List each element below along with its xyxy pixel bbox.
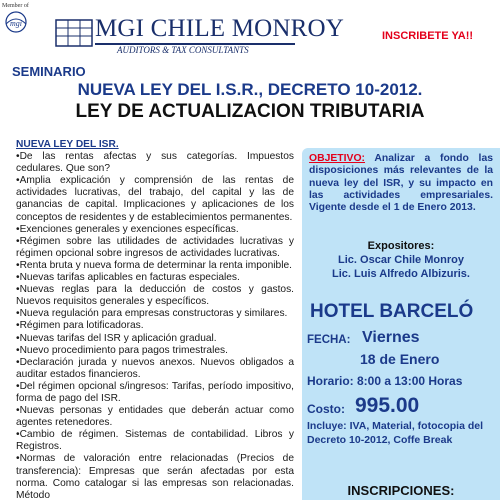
mgi-logo-mark bbox=[55, 18, 93, 48]
objective-label: OBJETIVO: bbox=[309, 153, 366, 164]
speakers-heading: Expositores: bbox=[367, 240, 435, 252]
objective-body: Analizar a fondo las disposiciones más relevantes de la nueva ley del ISR, y su impacto en las actividades empresariales. Vigente desde el 1 de Enero 2013. bbox=[309, 153, 493, 214]
includes-text: Incluye: IVA, Material, fotocopia del Decreto 10-2012, Coffe Break bbox=[307, 420, 484, 446]
topic-item: •Declaración jurada y nuevos anexos. Nuevos obligados a auditar estados financieros. bbox=[16, 356, 294, 380]
topic-item: •Nuevas personas y entidades que deberán actuar como agentes retenedores. bbox=[16, 405, 294, 429]
mgi-small-text: mgi bbox=[10, 19, 22, 28]
topic-item: •Del régimen opcional s/ingresos: Tarifas, período impositivo, forma de pago del ISR. bbox=[16, 380, 294, 404]
topic-item: •Amplia explicación y comprensión de las rentas de actividades lucrativas, del trabajo, del capital y las de ganancias de capital. Implicaciones y aplicaciones de los conceptos de residentes y de establecimientos permanentes. bbox=[16, 175, 294, 223]
member-of-label: Member of bbox=[2, 3, 29, 9]
cost-value: 995.00 bbox=[355, 394, 420, 417]
topic-item: •Nuevas tarifas aplicables en facturas especiales. bbox=[16, 272, 240, 284]
registration-heading: INSCRIPCIONES: bbox=[347, 483, 455, 498]
venue-name: HOTEL BARCELÓ bbox=[310, 301, 474, 322]
topics-list bbox=[16, 139, 294, 502]
topic-item: •De las rentas afectas y sus categorías. Impuestos cedulares. Que son? bbox=[16, 151, 294, 175]
topic-item: •Nuevas reglas para la deducción de costos y gastos. Nuevos requisitos generales y específicos. bbox=[16, 284, 294, 308]
topic-item: •Nuevo procedimiento para pagos trimestrales. bbox=[16, 344, 228, 356]
seminar-label: SEMINARIO bbox=[12, 64, 86, 79]
topic-item: •Normas de valoración entre relacionadas (Precios de transferencia): Empresas que serán afectadas por esta norma. Como catalogar si las empresas son relacionadas. Método bbox=[16, 453, 294, 501]
topic-item: •Régimen para lotificadoras. bbox=[16, 320, 144, 332]
topic-item: •Régimen sobre las utilidades de actividades lucrativas y régimen opcional sobre ingresos de actividades lucrativas. bbox=[16, 235, 294, 259]
seminar-subtitle: LEY DE ACTUALIZACION TRIBUTARIA bbox=[75, 101, 425, 122]
topics-heading: NUEVA LEY DEL ISR. bbox=[16, 139, 119, 150]
schedule-text: Horario: 8:00 a 13:00 Horas bbox=[307, 374, 463, 388]
topic-item: •Nueva regulación para empresas constructoras y similares. bbox=[16, 308, 288, 320]
topic-item: •Exenciones generales y exenciones específicas. bbox=[16, 223, 239, 235]
topic-item: •Cambio de régimen. Sistemas de contabilidad. Libros y Registros. bbox=[16, 429, 294, 453]
objective-text bbox=[309, 153, 493, 214]
date-value: 18 de Enero bbox=[360, 351, 440, 367]
date-weekday: Viernes bbox=[362, 329, 420, 346]
topic-item: •Renta bruta y nueva forma de determinar la renta imponible. bbox=[16, 259, 292, 271]
mgi-member-logo bbox=[2, 10, 30, 36]
speaker-2: Lic. Luis Alfredo Albizuris. bbox=[332, 268, 470, 280]
seminar-title: NUEVA LEY DEL I.S.R., DECRETO 10-2012. bbox=[77, 80, 423, 99]
company-tagline: AUDITORS & TAX CONSULTANTS bbox=[117, 45, 249, 55]
register-cta[interactable]: INSCRIBETE YA!! bbox=[382, 30, 474, 42]
speaker-1: Lic. Oscar Chile Monroy bbox=[338, 254, 464, 266]
cost-label: Costo: bbox=[307, 402, 345, 416]
date-label: FECHA: bbox=[307, 334, 351, 346]
company-name: MGI CHILE MONROY bbox=[95, 15, 345, 42]
topic-item: •Nuevas tarifas del ISR y aplicación gradual. bbox=[16, 332, 217, 344]
